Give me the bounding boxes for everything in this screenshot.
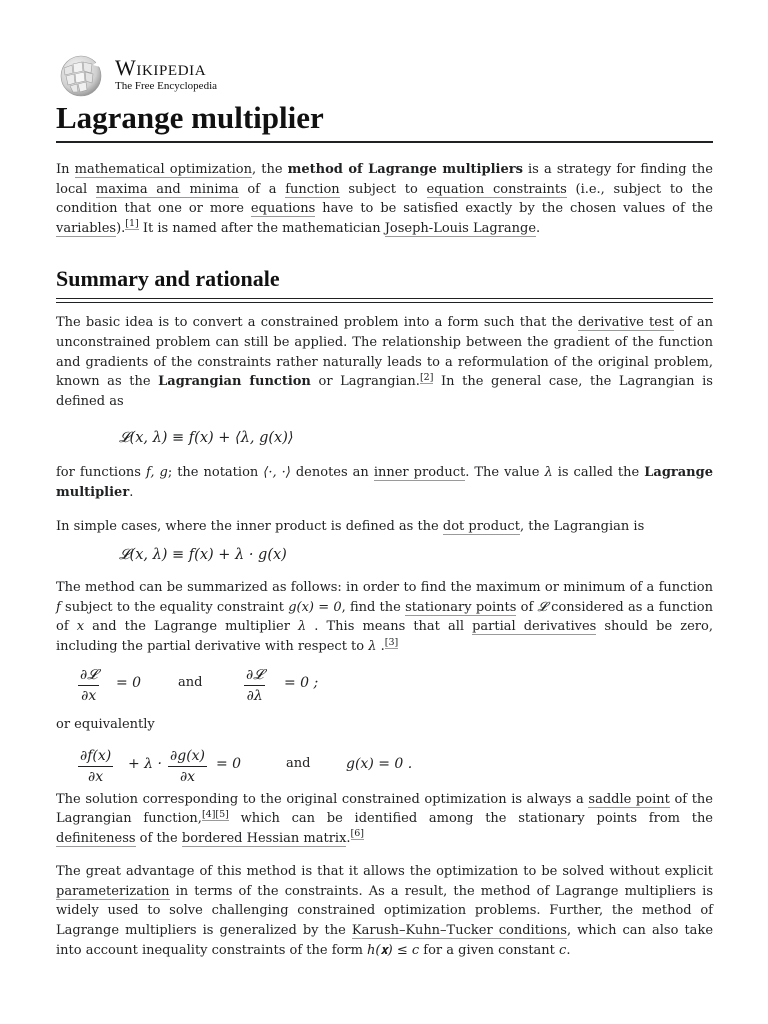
link-function[interactable]: function — [285, 181, 340, 197]
and-label: and — [178, 674, 203, 690]
link-joseph-louis-lagrange[interactable]: Joseph-Louis Lagrange — [384, 220, 537, 236]
section-heading: Summary and rationale — [56, 266, 713, 299]
reference-4[interactable]: [4] — [201, 808, 216, 820]
constraint-equation: g(x) = 0 . — [346, 755, 413, 772]
dot-product-lagrangian-equation: 𝓛(x, λ) ≡ f(x) + λ · g(x) — [119, 547, 287, 564]
reference-6[interactable]: [6] — [350, 828, 365, 840]
wikipedia-wordmark[interactable] — [115, 55, 206, 81]
reference-5[interactable]: [5] — [215, 808, 229, 820]
fraction-dL-dx: ∂𝓛 ∂x — [80, 666, 98, 704]
equivalent-conditions — [56, 746, 713, 790]
link-derivative-test[interactable]: derivative test — [577, 315, 674, 331]
or-equivalently-text: or equivalently — [56, 716, 155, 732]
wikipedia-globe-logo[interactable] — [56, 54, 106, 98]
plus-lambda: + λ · — [128, 755, 162, 772]
link-karush-kuhn-tucker-conditions[interactable]: Karush–Kuhn–Tucker conditions — [351, 923, 567, 939]
reference-3[interactable]: [3] — [384, 636, 399, 648]
rationale-paragraph: The basic idea is to convert a constrained problem into a form such that the derivative test of an unconstrained problem can still be applied. The relationship between the gradient of the function and gradients of the constraints rather naturally leads to a reformulation of the original problem, known as the Lagrangian function or Lagrangian.[2] In the general case, the Lagrangian is defined as — [56, 315, 713, 409]
bold-term: Lagrangian function — [158, 374, 311, 390]
link-parameterization[interactable]: parameterization — [56, 883, 170, 899]
intro-paragraph: In mathematical optimization, the method of Lagrange multipliers is a strategy for finding the local maxima and minima of a function subject to equation constraints (i.e., subject to the condition that one or more equations have to be satisfied exactly by the chosen values of the variables).[1] It is named after the mathematician Joseph-Louis Lagrange. — [56, 162, 713, 236]
reference-2[interactable]: [2] — [419, 371, 434, 383]
advantage-paragraph: The great advantage of this method is that it allows the optimization to be solved without explicit parameterization in terms of the constraints. As a result, the method of Lagrange multipliers is widely used to solve challenging constrained optimization problems. Further, the method of Lagrange multipliers is generalized by the Karush–Kuhn–Tucker conditions, which can also take into account inequality constraints of the form h(𝐱) ≤ c for a given constant c. — [56, 864, 714, 958]
link-saddle-point[interactable]: saddle point — [588, 791, 670, 807]
equals-zero: = 0 ; — [284, 674, 319, 691]
saddle-point-paragraph: The solution corresponding to the original constrained optimization is always a saddle point of the Lagrangian function,[4][5] which can be identified among the stationary points from the definiteness of the bordered Hessian matrix.[6] — [56, 791, 714, 846]
link-inner-product[interactable]: inner product — [373, 465, 466, 481]
link-partial-derivatives[interactable]: partial derivatives — [472, 619, 597, 635]
stationary-conditions — [56, 665, 713, 713]
fraction-df-dx: $\frac{\partial f(x)}{\partial x}$ — [80, 747, 112, 785]
link-mathematical-optimization[interactable]: mathematical optimization — [74, 162, 252, 177]
equals-zero: = 0 — [216, 755, 242, 772]
link-bordered-hessian-matrix[interactable]: bordered Hessian matrix — [181, 830, 347, 846]
link-maxima-and-minima[interactable]: maxima and minima — [95, 181, 239, 197]
site-header — [56, 52, 713, 100]
method-summary-paragraph: The method can be summarized as follows: in order to find the maximum or minimum of a function f subject to the equality constraint g(x) = 0, find the stationary points of 𝓛 considered as a function of x and the Lagrange multiplier λ . This means that all partial derivatives should be zero, including the partial derivative with respect to λ .[3] — [56, 580, 713, 654]
dot-product-paragraph: In simple cases, where the inner product is defined as the dot product, the Lagrangian is — [56, 518, 645, 534]
fraction-dg-dx: $\frac{\partial g(x)}{\partial x}$ — [170, 747, 206, 785]
bold-term: Lagrange multiplier — [56, 465, 713, 500]
reference-1[interactable]: [1] — [125, 218, 139, 230]
link-variables[interactable]: variables — [56, 220, 117, 236]
lagrangian-equation: 𝓛(x, λ) ≡ f(x) + ⟨λ, g(x)⟩ — [119, 430, 294, 447]
functions-paragraph: for functions f, g; the notation ⟨·, ·⟩ denotes an inner product. The value λ is called the Lagrange multiplier. — [56, 465, 713, 500]
page-title: Lagrange multiplier — [56, 100, 713, 143]
link-stationary-points[interactable]: stationary points — [405, 599, 517, 615]
link-definiteness[interactable]: definiteness — [56, 830, 136, 846]
and-label: and — [286, 755, 311, 771]
fraction-dL-dlambda: ∂𝓛 ∂λ — [246, 666, 264, 704]
link-equation-constraints[interactable]: equation constraints — [426, 181, 567, 197]
bold-term: method of Lagrange multipliers — [287, 162, 523, 177]
equals-zero: = 0 — [116, 674, 142, 691]
tagline: The Free Encyclopedia — [115, 80, 218, 92]
link-equations[interactable]: equations — [250, 201, 316, 217]
article — [56, 52, 713, 974]
link-dot-product[interactable]: dot product — [442, 518, 520, 534]
wordmark-text: Wikipedia — [115, 55, 207, 80]
